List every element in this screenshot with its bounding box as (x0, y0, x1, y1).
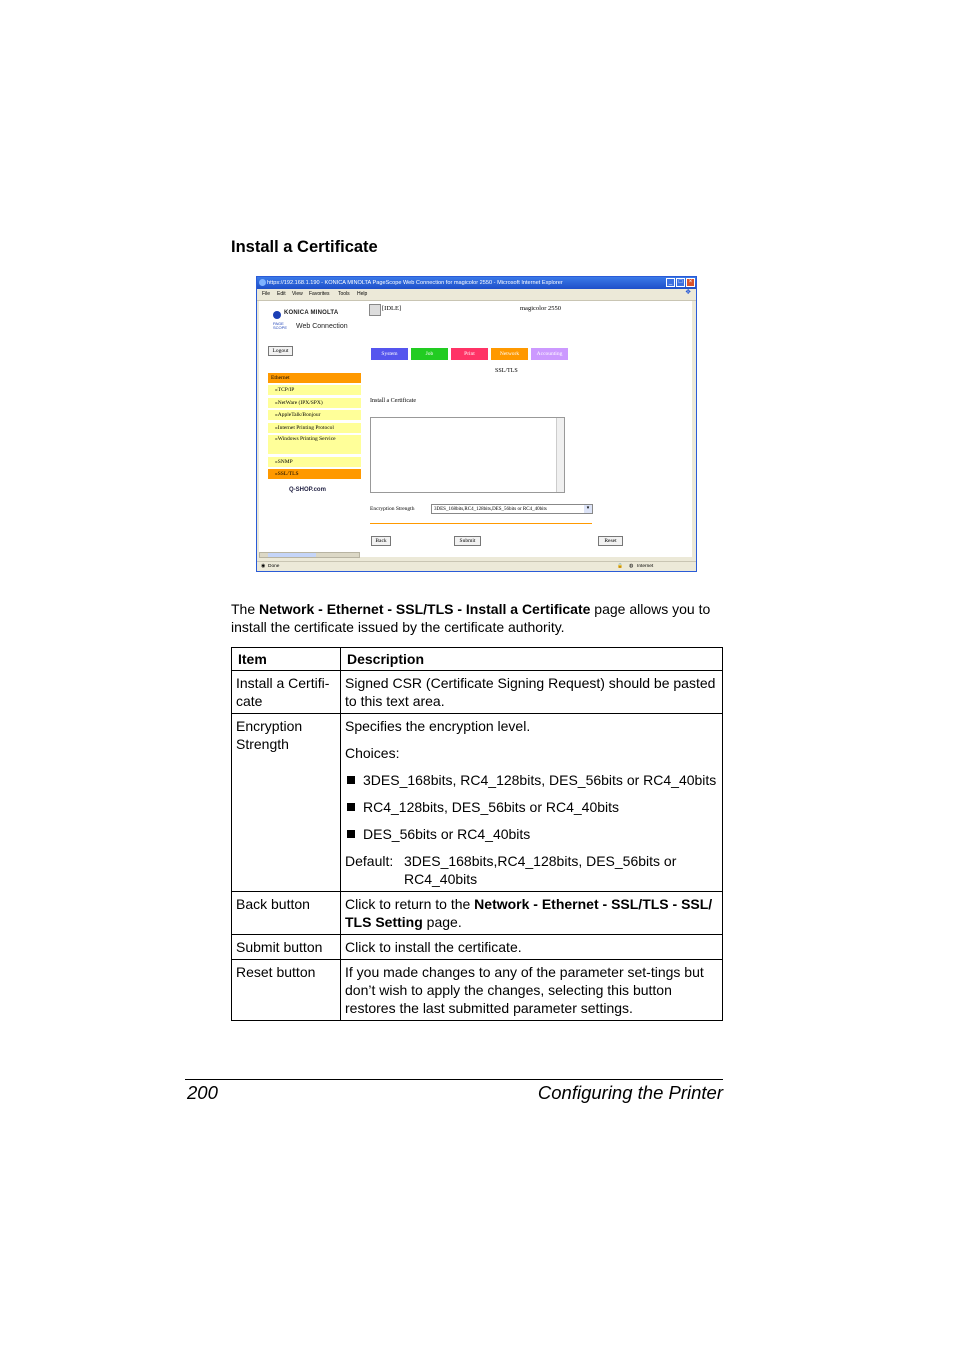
intro-text: The (231, 601, 260, 617)
textarea-scrollbar[interactable] (556, 418, 564, 492)
row-item: Submit button (232, 935, 341, 960)
tab-print[interactable]: Print (451, 348, 488, 360)
close-icon[interactable]: × (686, 278, 695, 287)
minimize-icon[interactable]: _ (666, 278, 675, 287)
web-connection-title: Web Connection (296, 323, 348, 330)
row-item: Install a Certifi-cate (232, 671, 341, 714)
sidebar-item-ssltls[interactable]: »SSL/TLS (268, 469, 361, 479)
logout-button[interactable]: Logout (268, 346, 293, 356)
table-row (232, 671, 723, 714)
reset-button[interactable]: Reset (598, 536, 623, 546)
browser-menubar (257, 289, 696, 301)
choice-item: RC4_128bits, DES_56bits or RC4_40bits (345, 798, 718, 816)
printer-status-icon (369, 304, 381, 316)
choice-item: DES_56bits or RC4_40bits (345, 825, 718, 843)
windows-logo-icon: ❖ (685, 289, 692, 296)
form-divider (370, 523, 592, 524)
menu-help[interactable]: Help (357, 291, 368, 297)
back-button[interactable]: Back (371, 536, 391, 546)
certificate-textarea[interactable] (370, 417, 565, 493)
browser-titlebar (257, 277, 696, 289)
row-description (341, 892, 723, 935)
vertical-scrollbar[interactable] (692, 301, 696, 557)
table-row (232, 714, 723, 892)
row-description: If you made changes to any of the parameter set-tings but don’t wish to apply the changes, selecting this button restores the last submitted parameter settings. (341, 960, 723, 1021)
encryption-strength-value: 3DES_168bits,RC4_128bits,DES_56bits or RC4_40bits (434, 507, 547, 512)
description-bold-path: Network - Ethernet - SSL/TLS - SSL/ TLS Setting (345, 896, 713, 930)
default-value-row (345, 852, 718, 888)
pagescope-logo: PAGE SCOPE (273, 321, 288, 330)
lock-icon: 🔒 (617, 564, 623, 569)
page-heading: SSL/TLS (495, 368, 518, 374)
menu-file[interactable]: File (262, 291, 271, 297)
section-title: Install a Certificate (231, 238, 378, 256)
row-description: Click to install the certificate. (341, 935, 723, 960)
ie-icon (259, 279, 266, 286)
install-certificate-label: Install a Certificate (370, 398, 416, 404)
table-row (232, 935, 723, 960)
row-description (341, 714, 723, 892)
row-item: Reset button (232, 960, 341, 1021)
row-item: Back button (232, 892, 341, 935)
default-label: Default: (345, 853, 394, 869)
horizontal-scrollbar[interactable] (259, 552, 360, 558)
tab-network[interactable]: Network (491, 348, 528, 360)
header-item: Item (232, 648, 341, 671)
printer-model: magicolor 2550 (520, 305, 561, 312)
menu-edit[interactable]: Edit (277, 291, 286, 297)
sidebar-item-appletalk[interactable]: »AppleTalk/Bonjour (268, 410, 361, 420)
tab-system[interactable]: System (371, 348, 408, 360)
submit-button[interactable]: Submit (454, 536, 481, 546)
konica-minolta-logo-icon (273, 311, 281, 319)
description-text: Specifies the encryption level. (345, 718, 531, 734)
chevron-down-icon[interactable]: ▾ (584, 505, 592, 513)
browser-statusbar (257, 561, 696, 572)
row-item: Encryption Strength (232, 714, 341, 892)
status-text: Done (268, 564, 280, 569)
maximize-icon[interactable]: □ (676, 278, 685, 287)
browser-title: https://192.168.1.190 - KONICA MINOLTA PageScope Web Connection for magicolor 2550 - Microsoft Internet Explorer (267, 280, 563, 286)
globe-icon: ◍ (629, 564, 634, 569)
sidebar-item-ipp[interactable]: »Internet Printing Protocol (268, 423, 361, 433)
menu-tools[interactable]: Tools (338, 291, 350, 297)
tab-accounting[interactable]: Accounting (531, 348, 568, 360)
intro-paragraph (231, 601, 731, 636)
table-header-row (232, 648, 723, 671)
choices-label: Choices: (345, 745, 400, 761)
table-row (232, 892, 723, 935)
footer-rule (185, 1079, 723, 1080)
sidebar-item-snmp[interactable]: »SNMP (268, 457, 361, 467)
sidebar-item-windows-printing[interactable]: »Windows Printing Service (268, 435, 361, 454)
sidebar-item-tcpip[interactable]: »TCP/IP (268, 385, 361, 395)
zone-text: Internet (637, 564, 654, 569)
encryption-strength-label: Encryption Strength (370, 506, 415, 512)
sidebar-item-ethernet[interactable]: Ethernet (268, 373, 361, 383)
scrollbar-thumb[interactable] (268, 553, 316, 557)
brand-logo-text: KONICA MINOLTA (284, 310, 339, 316)
description-text: Click to return to the (345, 896, 475, 912)
intro-text-end: page allows you to install the certificate issued by the certificate authority. (231, 601, 711, 635)
browser-screenshot (256, 276, 697, 572)
page-done-icon: ◉ (261, 564, 266, 569)
table-row (232, 960, 723, 1021)
tab-job[interactable]: Job (411, 348, 448, 360)
intro-bold-path: Network - Ethernet - SSL/TLS - Install a Certificate (259, 601, 591, 617)
menu-view[interactable]: View (292, 291, 303, 297)
row-description: Signed CSR (Certificate Signing Request) should be pasted to this text area. (341, 671, 723, 714)
default-value: 3DES_168bits,RC4_128bits, DES_56bits or RC4_40bits (404, 853, 677, 887)
encryption-strength-select[interactable] (431, 504, 593, 514)
menu-favorites[interactable]: Favorites (309, 291, 330, 297)
description-table (231, 647, 723, 1021)
sidebar-item-netware[interactable]: »NetWare (IPX/SPX) (268, 398, 361, 408)
page-number: 200 (187, 1082, 218, 1103)
header-description: Description (341, 648, 723, 671)
choice-item: 3DES_168bits, RC4_128bits, DES_56bits or RC4_40bits (345, 771, 718, 789)
footer-title: Configuring the Printer (537, 1082, 723, 1103)
printer-status: [IDLE] (382, 305, 402, 312)
description-text-end: page. (422, 914, 462, 930)
qshop-logo[interactable]: Q-SHOP.com (289, 487, 326, 493)
browser-viewport (259, 301, 692, 557)
